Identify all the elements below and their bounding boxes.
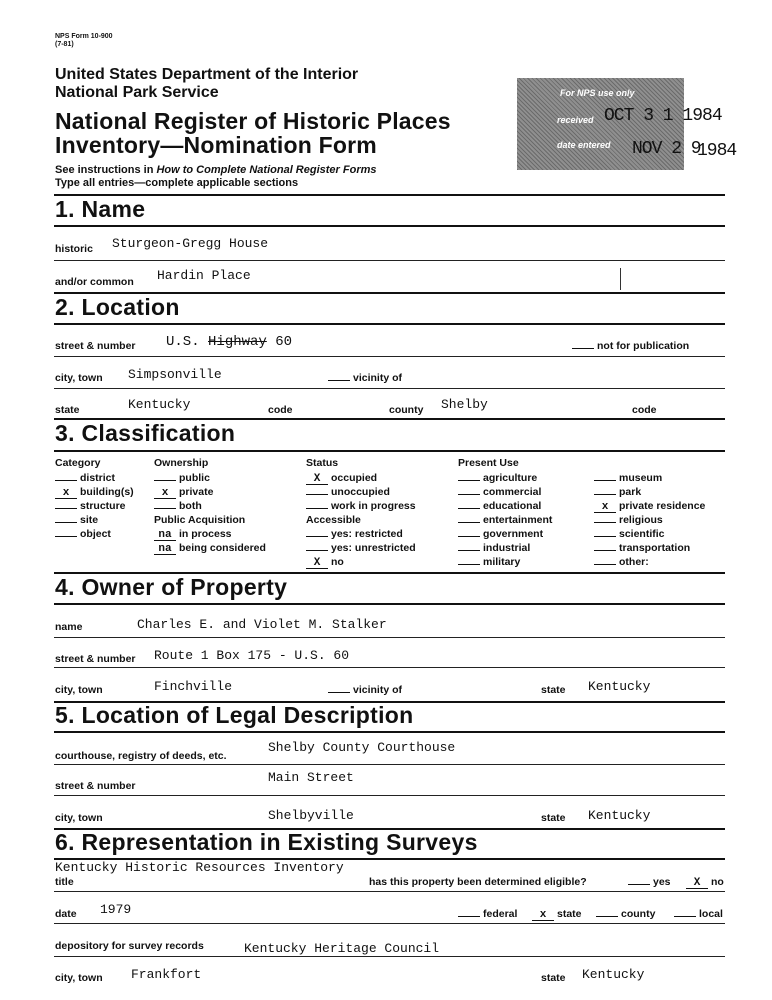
historic-name-field[interactable]: Sturgeon-Gregg House bbox=[112, 236, 269, 251]
owner-city-field[interactable]: Finchville bbox=[154, 679, 233, 694]
county-label: county bbox=[389, 404, 424, 416]
owner-state-label: state bbox=[541, 684, 566, 696]
use-entertainment[interactable]: entertainment bbox=[458, 513, 552, 527]
category-district[interactable]: district bbox=[55, 471, 134, 485]
legal-street-field[interactable]: Main Street bbox=[268, 770, 354, 785]
survey-city-field[interactable]: Frankfort bbox=[131, 967, 202, 982]
present-use-heading: Present Use bbox=[458, 457, 519, 469]
form-date: (7-81) bbox=[55, 41, 74, 48]
ownership-private[interactable]: x private bbox=[154, 485, 266, 499]
owner-name-field[interactable]: Charles E. and Violet M. Stalker bbox=[137, 617, 387, 632]
state-label: state bbox=[55, 404, 80, 416]
legal-state-label: state bbox=[541, 812, 566, 824]
federal-option[interactable]: federal bbox=[458, 908, 517, 920]
owner-state-field[interactable]: Kentucky bbox=[588, 679, 651, 694]
form-title: National Register of Historic Places bbox=[55, 108, 451, 134]
owner-vicinity-option[interactable]: vicinity of bbox=[328, 684, 402, 696]
courthouse-label: courthouse, registry of deeds, etc. bbox=[55, 750, 227, 762]
survey-date-field[interactable]: 1979 bbox=[100, 902, 132, 917]
form-subtitle: Inventory—Nomination Form bbox=[55, 132, 377, 158]
ownership-heading: Ownership bbox=[154, 457, 209, 469]
stamp-received-label: received bbox=[557, 115, 594, 125]
county-code-label: code bbox=[632, 404, 657, 416]
use-commercial[interactable]: commercial bbox=[458, 485, 552, 499]
use-park[interactable]: park bbox=[594, 485, 705, 499]
category-object[interactable]: object bbox=[55, 527, 134, 541]
status-occupied[interactable]: X occupied bbox=[306, 471, 416, 485]
use-museum[interactable]: museum bbox=[594, 471, 705, 485]
depository-label: depository for survey records bbox=[55, 940, 204, 952]
service-name: National Park Service bbox=[55, 84, 219, 101]
stamp-entered-year: 1984 bbox=[697, 141, 737, 161]
category-list bbox=[55, 471, 134, 541]
county-option[interactable]: county bbox=[596, 908, 655, 920]
eligible-yes-option[interactable]: yes bbox=[628, 876, 671, 888]
section-2-heading: 2. Location bbox=[55, 294, 180, 320]
category-site[interactable]: site bbox=[55, 513, 134, 527]
legal-city-label: city, town bbox=[55, 812, 103, 824]
use-military[interactable]: military bbox=[458, 555, 552, 569]
city-label: city, town bbox=[55, 372, 103, 384]
use-transportation[interactable]: transportation bbox=[594, 541, 705, 555]
category-building[interactable]: x building(s) bbox=[55, 485, 134, 499]
margin-mark bbox=[620, 268, 621, 290]
type-entries-line: Type all entries—complete applicable sections bbox=[55, 177, 299, 189]
status-work-in-progress[interactable]: work in progress bbox=[306, 499, 416, 513]
survey-date-label: date bbox=[55, 908, 77, 920]
state-option[interactable]: x state bbox=[532, 908, 582, 921]
ownership-public[interactable]: public bbox=[154, 471, 266, 485]
ownership-both[interactable]: both bbox=[154, 499, 266, 513]
acquisition-being-considered[interactable]: na being considered bbox=[154, 541, 266, 555]
instructions-line: See instructions in How to Complete National Register Forms bbox=[55, 164, 377, 176]
local-option[interactable]: local bbox=[674, 908, 723, 920]
eligible-question: has this property been determined eligible? bbox=[369, 876, 587, 888]
section-4-heading: 4. Owner of Property bbox=[55, 574, 288, 600]
code-label: code bbox=[268, 404, 293, 416]
stamp-use-only: For NPS use only bbox=[560, 88, 635, 98]
department-name: United States Department of the Interior bbox=[55, 66, 359, 83]
stamp-received-date: OCT 3 1 1984 bbox=[604, 106, 722, 126]
accessible-yes-restricted[interactable]: yes: restricted bbox=[306, 527, 416, 541]
legal-state-field[interactable]: Kentucky bbox=[588, 808, 651, 823]
status-unoccupied[interactable]: unoccupied bbox=[306, 485, 416, 499]
category-structure[interactable]: structure bbox=[55, 499, 134, 513]
owner-street-field[interactable]: Route 1 Box 175 - U.S. 60 bbox=[154, 648, 350, 663]
survey-title-field[interactable]: Kentucky Historic Resources Inventory bbox=[55, 860, 344, 875]
street-number-field[interactable]: U.S. Highway 60 bbox=[166, 334, 293, 350]
courthouse-field[interactable]: Shelby County Courthouse bbox=[268, 740, 456, 755]
street-number-label: street & number bbox=[55, 340, 136, 352]
common-name-field[interactable]: Hardin Place bbox=[157, 268, 251, 283]
present-use-list-2 bbox=[594, 471, 705, 569]
depository-field[interactable]: Kentucky Heritage Council bbox=[244, 941, 440, 956]
state-field[interactable]: Kentucky bbox=[128, 397, 191, 412]
ownership-list bbox=[154, 471, 266, 555]
use-religious[interactable]: religious bbox=[594, 513, 705, 527]
stamp-entered-label: date entered bbox=[557, 140, 611, 150]
eligible-no-option[interactable]: X no bbox=[686, 876, 724, 889]
use-other[interactable]: other: bbox=[594, 555, 705, 569]
county-field[interactable]: Shelby bbox=[441, 397, 488, 412]
owner-city-label: city, town bbox=[55, 684, 103, 696]
survey-state-label: state bbox=[541, 972, 566, 984]
accessible-yes-unrestricted[interactable]: yes: unrestricted bbox=[306, 541, 416, 555]
accessible-no[interactable]: X no bbox=[306, 555, 416, 569]
status-list bbox=[306, 471, 416, 569]
section-6-heading: 6. Representation in Existing Surveys bbox=[55, 829, 478, 855]
section-3-heading: 3. Classification bbox=[55, 420, 236, 446]
legal-street-label: street & number bbox=[55, 780, 136, 792]
category-heading: Category bbox=[55, 457, 101, 469]
use-agriculture[interactable]: agriculture bbox=[458, 471, 552, 485]
survey-city-label: city, town bbox=[55, 972, 103, 984]
use-educational[interactable]: educational bbox=[458, 499, 552, 513]
acquisition-in-process[interactable]: na in process bbox=[154, 527, 266, 541]
city-field[interactable]: Simpsonville bbox=[128, 367, 222, 382]
form-number: NPS Form 10-900 bbox=[55, 33, 113, 40]
present-use-list-1 bbox=[458, 471, 552, 569]
survey-state-field[interactable]: Kentucky bbox=[582, 967, 645, 982]
section-5-heading: 5. Location of Legal Description bbox=[55, 702, 414, 728]
status-heading: Status bbox=[306, 457, 339, 469]
owner-street-label: street & number bbox=[55, 653, 136, 665]
use-scientific[interactable]: scientific bbox=[594, 527, 705, 541]
vicinity-option[interactable]: vicinity of bbox=[328, 372, 402, 384]
survey-title-label: title bbox=[55, 876, 74, 888]
use-industrial[interactable]: industrial bbox=[458, 541, 552, 555]
owner-name-label: name bbox=[55, 621, 83, 633]
accessible-heading: Accessible bbox=[306, 514, 361, 526]
use-government[interactable]: government bbox=[458, 527, 552, 541]
section-1-heading: 1. Name bbox=[55, 196, 146, 222]
common-name-label: and/or common bbox=[55, 276, 134, 288]
legal-city-field[interactable]: Shelbyville bbox=[268, 808, 354, 823]
historic-label: historic bbox=[55, 243, 93, 255]
public-acquisition-heading: Public Acquisition bbox=[154, 514, 246, 526]
not-for-publication-option[interactable]: not for publication bbox=[572, 340, 689, 352]
use-private-residence[interactable]: x private residence bbox=[594, 499, 705, 513]
stamp-entered-date: NOV 2 9 bbox=[632, 139, 701, 159]
